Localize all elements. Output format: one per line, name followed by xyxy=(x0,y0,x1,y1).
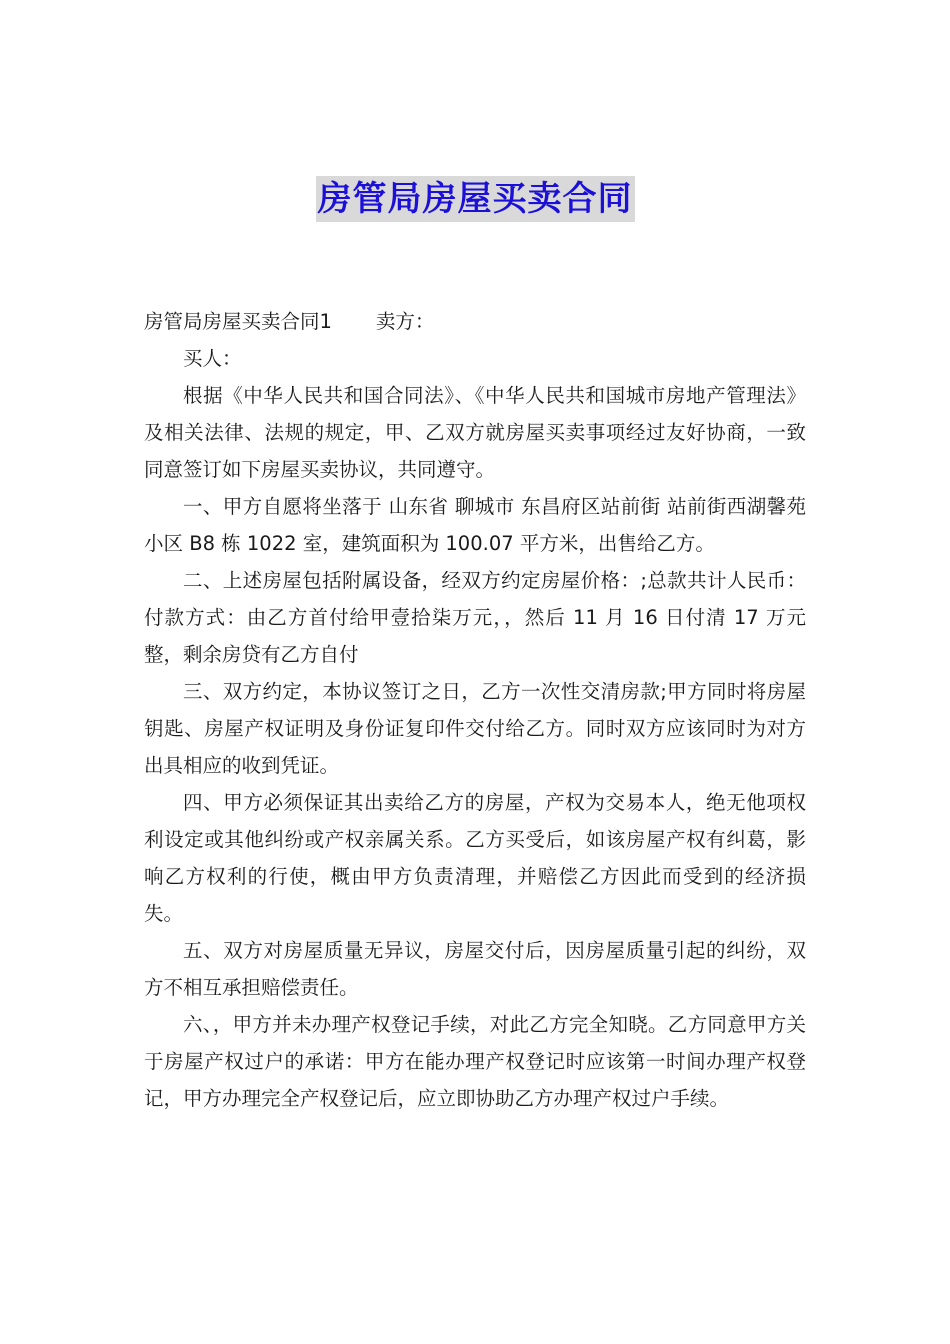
preamble-paragraph: 根据《中华人民共和国合同法》、《中华人民共和国城市房地产管理法》及相关法律、法规的规定，甲、乙双方就房屋买卖事项经过友好协商，一致同意签订如下房屋买卖协议，共同遵守。 xyxy=(144,384,806,481)
clause-5-paragraph: 五、双方对房屋质量无异议，房屋交付后，因房屋质量引起的纠纷，双方不相互承担赔偿责任。 xyxy=(144,939,806,999)
document-body xyxy=(144,303,806,1117)
heading-line xyxy=(144,303,806,340)
clause-2-paragraph: 二、上述房屋包括附属设备，经双方约定房屋价格：;总款共计人民币： 付款方式：由乙方首付给甲壹拾柒万元，，然后 11 月 16 日付清 17 万元整，剩余房贷有乙方自付 xyxy=(144,569,806,666)
clause-3-paragraph: 三、双方约定，本协议签订之日，乙方一次性交清房款;甲方同时将房屋钥匙、房屋产权证明及身份证复印件交付给乙方。同时双方应该同时为对方出具相应的收到凭证。 xyxy=(144,680,806,777)
clause-4-paragraph: 四、甲方必须保证其出卖给乙方的房屋，产权为交易本人，绝无他项权利设定或其他纠纷或产权亲属关系。乙方买受后，如该房屋产权有纠葛，影响乙方权利的行使，概由甲方负责清理，并赔偿乙方因此而受到的经济损失。 xyxy=(144,791,806,925)
buyer-paragraph: 买人： xyxy=(183,347,242,370)
contract-name: 房管局房屋买卖合同1 xyxy=(144,310,332,333)
clause-1-paragraph: 一、甲方自愿将坐落于 山东省 聊城市 东昌府区站前街 站前街西湖馨苑 小区 B8 栋 1022 室，建筑面积为 100.07 平方米，出售给乙方。 xyxy=(144,495,806,555)
document-title: 房管局房屋买卖合同 xyxy=(316,176,635,222)
clause-6-paragraph: 六、，甲方并未办理产权登记手续，对此乙方完全知晓。乙方同意甲方关于房屋产权过户的承诺：甲方在能办理产权登记时应该第一时间办理产权登记，甲方办理完全产权登记后，应立即协助乙方办理产权过户手续。 xyxy=(144,1013,806,1110)
title-container xyxy=(0,176,950,222)
seller-label: 卖方： xyxy=(375,310,435,333)
